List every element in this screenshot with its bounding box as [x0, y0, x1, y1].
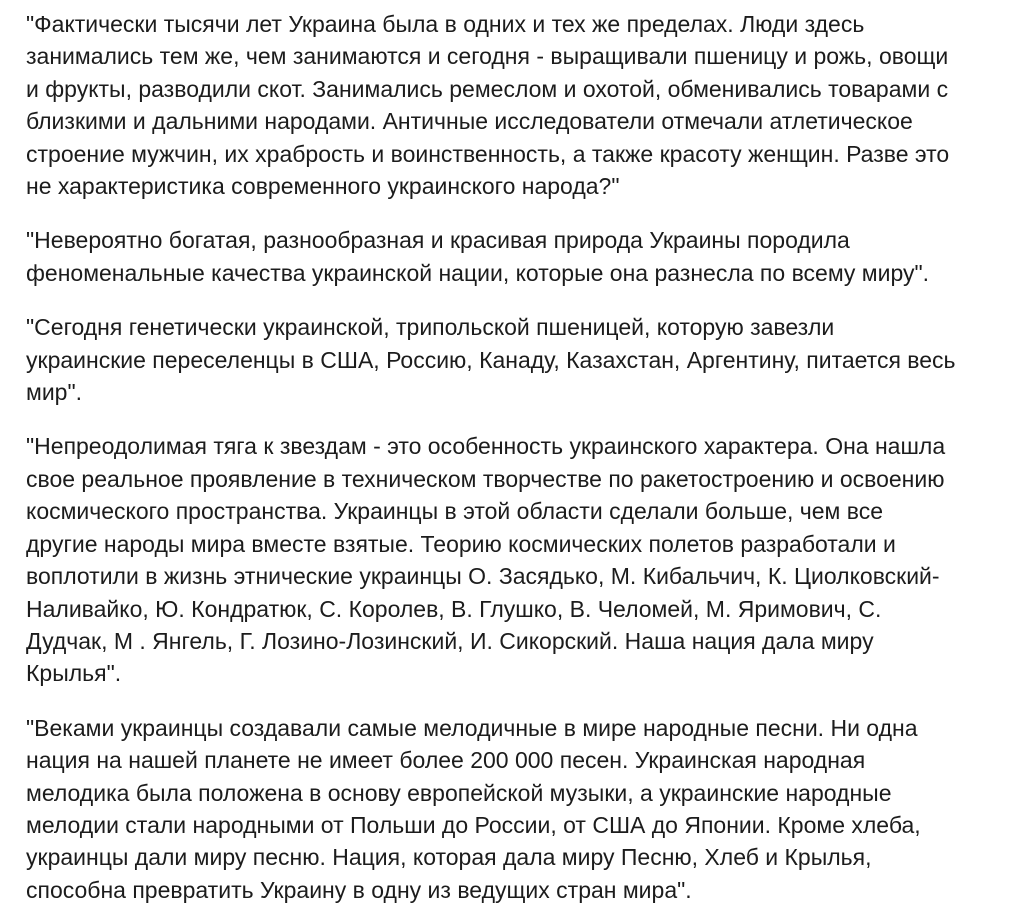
paragraph-4: [26, 430, 1006, 689]
text-line: мелодика была положена в основу европейской музыки, а украинские народные: [26, 779, 892, 806]
text-line: космического пространства. Украинцы в этой области сделали больше, чем все: [26, 498, 884, 525]
text-line: строение мужчин, их храбрость и воинственность, а также красоту женщин. Разве это: [26, 140, 950, 167]
text-line: мир".: [26, 379, 83, 406]
text-line: "Непреодолимая тяга к звездам - это особенность украинского характера. Она нашла: [26, 433, 946, 460]
document-text: [26, 8, 1006, 906]
text-line: украинские переселенцы в США, Россию, Канаду, Казахстан, Аргентину, питается весь: [26, 346, 956, 373]
text-line: нация на нашей планете не имеет более 200 000 песен. Украинская народная: [26, 747, 866, 774]
paragraph-2: [26, 224, 1006, 289]
text-line: "Сегодня генетически украинской, трипольской пшеницей, которую завезли: [26, 314, 835, 341]
text-line: близкими и дальними народами. Античные исследователи отмечали атлетическое: [26, 108, 913, 135]
text-line: украинцы дали миру песню. Нация, которая дала миру Песню, Хлеб и Крылья,: [26, 844, 872, 871]
text-line: способна превратить Украину в одну из ведущих стран мира".: [26, 876, 692, 903]
text-line: Крылья".: [26, 660, 122, 687]
text-line: не характеристика современного украинского народа?": [26, 173, 620, 200]
text-line: "Веками украинцы создавали самые мелодичные в мире народные песни. Ни одна: [26, 714, 918, 741]
text-line: занимались тем же, чем занимаются и сегодня - выращивали пшеницу и рожь, овощи: [26, 43, 949, 70]
text-line: другие народы мира вместе взятые. Теорию космических полетов разработали и: [26, 530, 896, 557]
text-line: феноменальные качества украинской нации, которые она разнесла по всему миру".: [26, 259, 930, 286]
text-line: Наливайко, Ю. Кондратюк, С. Королев, В. Глушко, В. Челомей, М. Яримович, С.: [26, 595, 882, 622]
text-line: "Фактически тысячи лет Украина была в одних и тех же пределах. Люди здесь: [26, 11, 865, 37]
text-line: воплотили в жизнь этнические украинцы О. Засядько, М. Кибальчич, К. Циолковский-: [26, 563, 940, 590]
paragraph-5: [26, 712, 1006, 906]
text-line: свое реальное проявление в техническом творчестве по ракетостроению и освоению: [26, 465, 945, 492]
text-line: "Невероятно богатая, разнообразная и красивая природа Украины породила: [26, 227, 850, 254]
text-line: и фрукты, разводили скот. Занимались ремеслом и охотой, обменивались товарами с: [26, 75, 949, 102]
paragraph-3: [26, 311, 1006, 408]
paragraph-1: [26, 8, 1006, 202]
text-line: Дудчак, М . Янгель, Г. Лозино-Лозинский, И. Сикорский. Наша нация дала миру: [26, 627, 874, 654]
text-line: мелодии стали народными от Польши до России, от США до Японии. Кроме хлеба,: [26, 811, 921, 838]
